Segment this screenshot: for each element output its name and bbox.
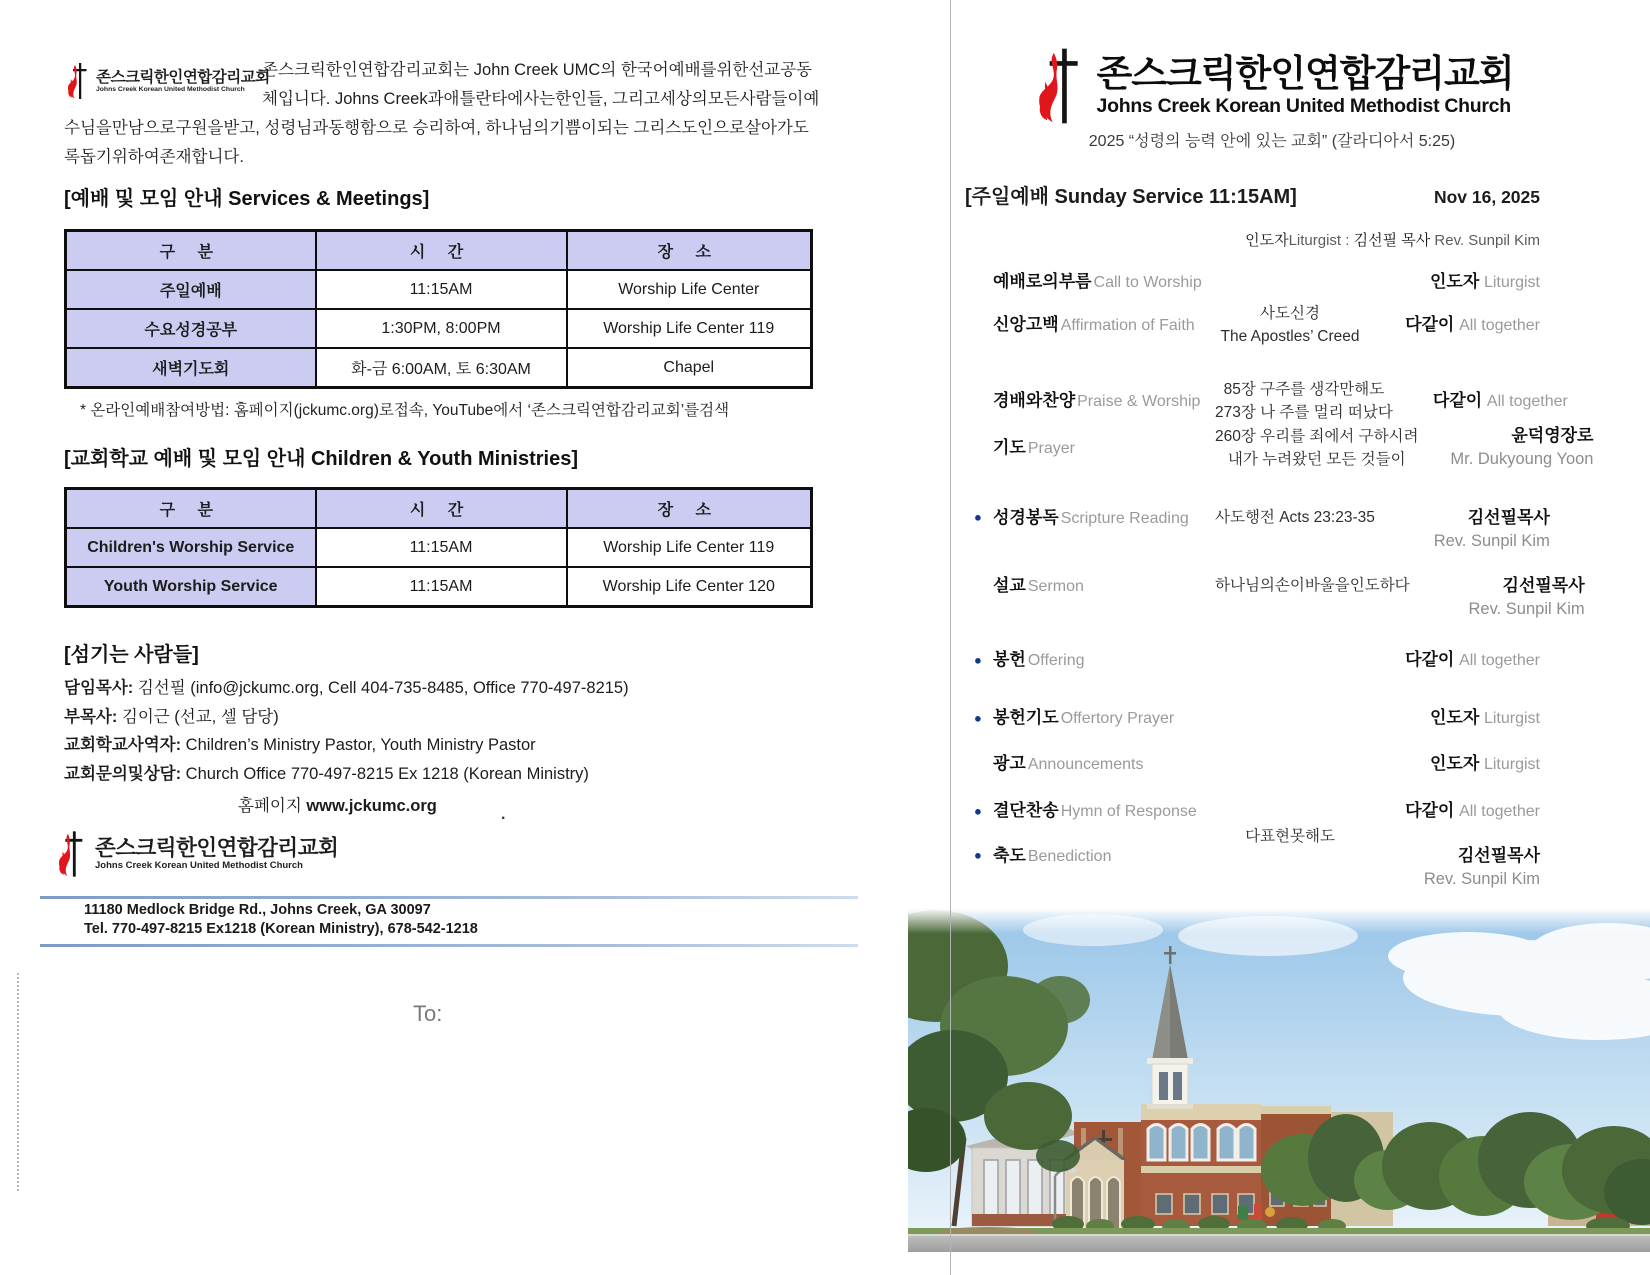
table-row [66, 309, 812, 348]
to-label: To: [413, 1001, 443, 1026]
table-row [66, 270, 812, 309]
cell-location: Worship Life Center 120 [567, 567, 812, 607]
participant-korean: 김선필목사 [1502, 576, 1585, 595]
worship-row-announcements [965, 752, 1540, 776]
table-header-row [66, 489, 812, 529]
participant-english: All together [1486, 393, 1568, 410]
worship-item-korean: 신앙고백 [993, 315, 1059, 334]
logo-korean-name: 존스크릭한인연합감리교회 [96, 69, 270, 86]
address-line1: 11180 Medlock Bridge Rd., Johns Creek, GA 30097 [84, 902, 431, 918]
worship-item [965, 799, 1215, 823]
worship-item-korean: 설교 [993, 576, 1026, 595]
cell-location: Worship Life Center 119 [567, 528, 812, 567]
worship-item-english: Offering [1027, 652, 1085, 669]
table-header-row [66, 231, 812, 271]
footer-divider-bar-top [40, 896, 858, 899]
address-block [84, 901, 478, 938]
participant-korean: 인도자 [1429, 708, 1484, 727]
logo-text [1097, 54, 1514, 118]
worship-row-call-to-worship [965, 270, 1540, 294]
worship-item-korean: 광고 [993, 754, 1026, 773]
center-line2: The Apostles’ Creed [1220, 328, 1360, 345]
cell-time: 11:15AM [316, 270, 567, 309]
footer-divider-bar-bottom [40, 944, 858, 947]
worship-item [965, 436, 1215, 460]
cell-time: 1:30PM, 8:00PM [316, 309, 567, 348]
section-title-children: [교회학교 예배 및 모임 안내 Children & Youth Ministries] [64, 448, 579, 470]
worship-item-korean: 축도 [993, 846, 1026, 865]
worship-participant [1365, 844, 1540, 892]
section-title-services: [예배 및 모임 안내 Services & Meetings] [64, 188, 430, 210]
liturgist-name-english: Rev. Sunpil Kim [1434, 232, 1540, 249]
table-row [66, 528, 812, 567]
center-line2: 273장 나 주를 멀리 떠났다 [1215, 404, 1393, 421]
stand-bullet-icon: ● [974, 803, 982, 819]
liturgist-english: Liturgist : [1288, 232, 1354, 249]
worship-item [965, 648, 1215, 672]
worship-row-offertory-prayer [965, 706, 1540, 730]
header-location: 장 소 [567, 489, 812, 529]
participant-korean: 김선필목사 [1457, 846, 1540, 865]
worship-item [965, 270, 1215, 294]
participant-korean: 다같이 [1432, 391, 1487, 410]
worship-participant [1418, 424, 1593, 472]
logo-english-name: Johns Creek Korean United Methodist Church [1096, 95, 1511, 117]
worship-item-english: Sermon [1027, 578, 1084, 595]
worship-item-english: Offertory Prayer [1060, 710, 1175, 727]
worship-item-english: Announcements [1027, 756, 1144, 773]
participant-korean: 인도자 [1429, 754, 1484, 773]
intro-line1: 존스크릭한인연합감리교회는 John Creek UMC의 한국어예배를위한선교공동체입니다. [262, 61, 813, 108]
cell-service: 새벽기도회 [66, 348, 316, 388]
table-row [66, 567, 812, 607]
worship-row-affirmation [965, 302, 1540, 348]
logo-text [96, 69, 270, 93]
homepage-label: 홈페이지 [238, 797, 307, 815]
worship-item [965, 844, 1215, 868]
worship-item-korean: 예배로의부름 [993, 272, 1092, 291]
worship-row-prayer [965, 424, 1594, 472]
worship-item [965, 706, 1215, 730]
header-time: 시 간 [316, 231, 567, 271]
participant-korean: 다같이 [1405, 801, 1460, 820]
theme-verse: 2025 “성령의 능력 안에 있는 교회” (갈라디아서 5:25) [1088, 133, 1456, 150]
church-logo-large [952, 46, 1592, 126]
worship-order [965, 262, 1594, 922]
staff-label: 교회학교사역자: [64, 736, 182, 754]
staff-item [64, 731, 824, 760]
worship-row-sermon [965, 574, 1585, 622]
staff-value: Children’s Ministry Pastor, Youth Ministry Pastor [181, 736, 536, 754]
worship-item-korean: 봉헌기도 [993, 708, 1059, 727]
worship-center [1215, 506, 1375, 529]
participant-korean: 다같이 [1405, 315, 1460, 334]
header-time: 시 간 [316, 489, 567, 529]
worship-participant [1365, 752, 1540, 776]
participant-english: All together [1459, 803, 1540, 820]
worship-participant [1365, 313, 1540, 337]
staff-value: 김이근 (선교, 셀 담당) [117, 707, 279, 726]
participant-english: Rev. Sunpil Kim [1468, 600, 1585, 618]
section-title-serving: [섬기는 사람들] [64, 644, 199, 666]
cell-service: 주일예배 [66, 270, 316, 309]
cell-service: 수요성경공부 [66, 309, 316, 348]
page-divider [950, 0, 951, 1275]
worship-item-english: Benediction [1027, 848, 1112, 865]
worship-item-english: Scripture Reading [1060, 510, 1189, 527]
worship-item-english: Prayer [1027, 440, 1075, 457]
cell-time: 11:15AM [316, 567, 567, 607]
worship-center [1215, 574, 1410, 597]
staff-item [64, 674, 824, 703]
liturgist-name-korean: 김선필 목사 [1353, 232, 1435, 249]
center-line1: 사도행전 Acts 23:23-35 [1215, 509, 1375, 526]
dotted-fold-line [17, 973, 19, 1191]
participant-english: Liturgist [1483, 710, 1540, 727]
participant-english: Liturgist [1483, 274, 1540, 291]
worship-row-hymn-response [965, 799, 1540, 845]
participant-korean: 다같이 [1405, 650, 1460, 669]
service-header [965, 180, 1540, 209]
worship-row-benediction [965, 844, 1540, 892]
header-location: 장 소 [567, 231, 812, 271]
worship-item [965, 574, 1215, 598]
church-building-illustration [908, 908, 1650, 1252]
center-line1: 260장 우리를 죄에서 구하시려 [1215, 428, 1419, 445]
worship-participant [1393, 389, 1568, 413]
cell-location: Worship Life Center 119 [567, 309, 812, 348]
cell-service: Youth Worship Service [66, 567, 316, 607]
worship-item [965, 506, 1215, 530]
cross-and-flame-icon [64, 60, 91, 102]
participant-korean: 김선필목사 [1467, 508, 1550, 527]
stand-bullet-icon: ● [974, 652, 982, 668]
liturgist-line [965, 229, 1540, 250]
worship-item-english: Hymn of Response [1060, 803, 1197, 820]
worship-center [1215, 425, 1418, 471]
cell-service: Children's Worship Service [66, 528, 316, 567]
header-category: 구 분 [66, 489, 316, 529]
service-title: [주일예배 Sunday Service 11:15AM] [965, 186, 1297, 208]
stand-bullet-icon: ● [974, 710, 982, 726]
worship-item-korean: 봉헌 [993, 650, 1026, 669]
church-photo [908, 908, 1650, 1252]
header-category: 구 분 [66, 231, 316, 271]
cell-location: Chapel [567, 348, 812, 388]
worship-item [965, 313, 1215, 337]
participant-english: All together [1459, 317, 1540, 334]
staff-label: 교회문의및상담: [64, 764, 182, 783]
cell-time: 화-금 6:00AM, 토 6:30AM [316, 348, 567, 388]
cell-time: 11:15AM [316, 528, 567, 567]
worship-item-korean: 결단찬송 [993, 801, 1059, 820]
homepage-line [238, 792, 437, 816]
intro-rest: Johns Creek과애틀란타에사는한인들, 그리고세상의모든사람들이예수님을만남으로구원을받고, 성령님과동행함으로 승리하여, 하나님의기쁨이되는 그리스도인으로살아가도록돕기위하여존재합니다. [64, 90, 820, 166]
worship-center [1215, 378, 1393, 424]
worship-row-scripture [965, 506, 1550, 554]
staff-item [64, 760, 824, 789]
stand-bullet-icon: ● [974, 509, 982, 525]
worship-item-korean: 성경봉독 [993, 508, 1059, 527]
worship-participant [1365, 706, 1540, 730]
worship-item-english: Call to Worship [1093, 274, 1202, 291]
worship-participant [1365, 270, 1540, 294]
logo-english-name: Johns Creek Korean United Methodist Church [96, 86, 245, 93]
worship-participant [1410, 574, 1585, 622]
participant-english: Rev. Sunpil Kim [1433, 532, 1550, 550]
staff-list [64, 674, 824, 788]
center-line1: 사도신경 [1260, 305, 1320, 322]
logo-korean-name: 존스크릭한인연합감리교회 [95, 836, 339, 860]
cell-location: Worship Life Center [567, 270, 812, 309]
logo-korean-name: 존스크릭한인연합감리교회 [1096, 53, 1514, 94]
cross-and-flame-icon [1031, 46, 1087, 126]
worship-center [1215, 302, 1365, 348]
worship-item-korean: 경배와찬양 [993, 391, 1076, 410]
worship-participant [1375, 506, 1550, 554]
worship-row-offering [965, 648, 1540, 672]
worship-center [1215, 800, 1365, 845]
staff-value: 김선필 (info@jckumc.org, Cell 404-735-8485, Office 770-497-8215) [133, 679, 629, 697]
services-table [64, 229, 813, 389]
worship-item [965, 389, 1215, 413]
address-line2: Tel. 770-497-8215 Ex1218 (Korean Ministry), 678-542-1218 [84, 920, 478, 937]
worship-item [965, 752, 1215, 776]
service-date: Nov 16, 2025 [1433, 187, 1540, 207]
church-logo-footer [54, 828, 338, 880]
logo-english-name: Johns Creek Korean United Methodist Church [95, 860, 303, 871]
center-line1: 다표현못해도 [1245, 827, 1335, 845]
stray-dot: . [501, 806, 506, 823]
participant-english: Mr. Dukyoung Yoon [1450, 450, 1594, 468]
center-line2: 내가 누려왔던 모든 것들이 [1227, 451, 1406, 468]
children-table [64, 487, 813, 608]
participant-english: Rev. Sunpil Kim [1423, 870, 1540, 888]
online-note: * 온라인예배참여방법: 홈페이지(jckumc.org)로접속, YouTube에서 ‘존스크릭연합감리교회’를검색 [80, 402, 730, 419]
participant-english: All together [1459, 652, 1540, 669]
staff-value: Church Office 770-497-8215 Ex 1218 (Korean Ministry) [181, 764, 589, 783]
homepage-url: www.jckumc.org [306, 797, 437, 815]
center-line1: 85장 구주를 생각만해도 [1223, 381, 1385, 398]
intro-block [64, 56, 820, 172]
worship-participant [1365, 799, 1540, 823]
worship-item-english: Praise & Worship [1077, 393, 1201, 410]
worship-item-english: Affirmation of Faith [1060, 317, 1195, 334]
staff-label: 담임목사: [64, 679, 134, 697]
worship-item-korean: 기도 [993, 438, 1026, 457]
center-line1: 하나님의손이바울을인도하다 [1215, 577, 1410, 594]
participant-english: Liturgist [1483, 756, 1540, 773]
cross-and-flame-icon [54, 828, 88, 880]
participant-korean: 인도자 [1429, 272, 1484, 291]
stand-bullet-icon: ● [974, 847, 982, 863]
staff-item [64, 703, 824, 732]
logo-text [95, 837, 338, 871]
worship-row-praise [965, 378, 1568, 424]
liturgist-korean: 인도자 [1245, 232, 1289, 249]
church-logo-small [64, 56, 270, 106]
table-row [66, 348, 812, 388]
participant-korean: 윤덕영장로 [1511, 426, 1594, 445]
staff-label: 부목사: [64, 707, 118, 726]
worship-participant [1365, 648, 1540, 672]
